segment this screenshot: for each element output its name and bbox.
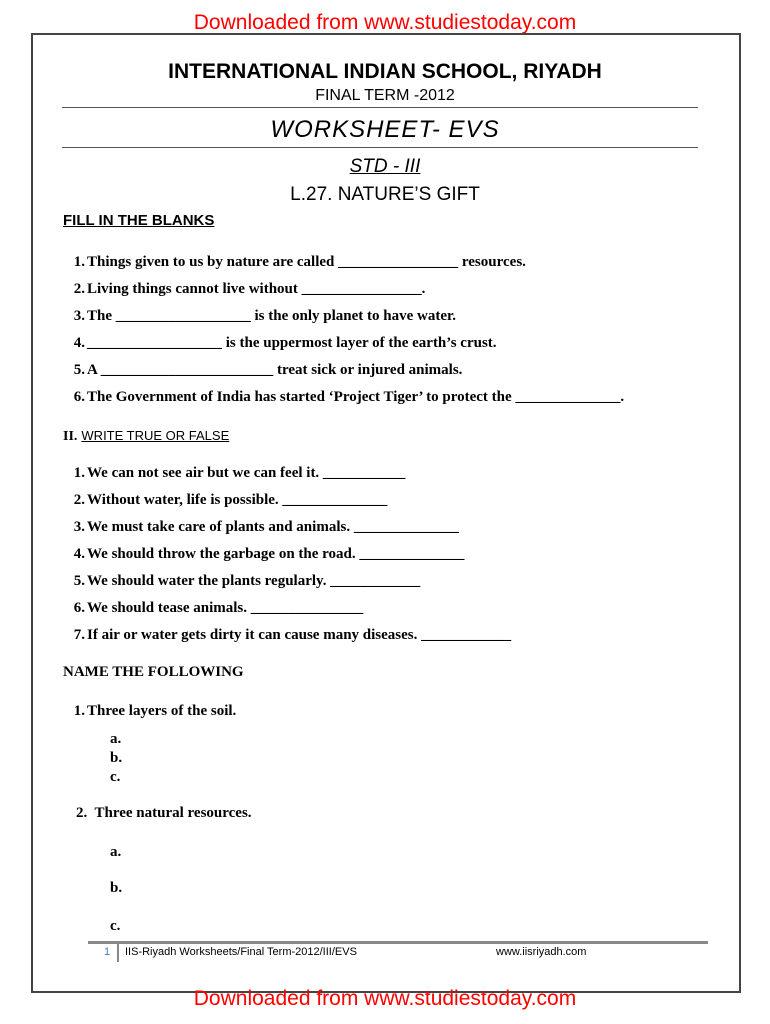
answer-option: b. [110, 880, 123, 896]
list-item: 5. We should water the plants regularly. ____________ [73, 573, 421, 589]
worksheet-title: WORKSHEET- EVS [270, 116, 500, 143]
header-divider-2 [62, 147, 698, 148]
list-item: 2. Without water, life is possible. ______________ [73, 492, 388, 508]
list-item: 5. A _______________________ treat sick or injured animals. [73, 362, 463, 378]
footer-website: www.iisriyadh.com [496, 946, 587, 958]
page-number: 1 [104, 946, 111, 958]
header-divider-1 [62, 107, 698, 108]
list-item: 3. We must take care of plants and animals. ______________ [73, 519, 459, 535]
watermark-top: Downloaded from www.studiestoday.com [193, 11, 577, 34]
section-fill-blanks-title: FILL IN THE BLANKS [63, 212, 215, 229]
section-true-false-title: II. WRITE TRUE OR FALSE [63, 428, 230, 444]
list-item: 3. The __________________ is the only planet to have water. [73, 308, 457, 324]
std-label: STD - III [349, 156, 421, 177]
footer-doc-info: IIS-Riyadh Worksheets/Final Term-2012/III/EVS [125, 946, 357, 958]
answer-option: c. [110, 769, 121, 785]
list-item: 6. We should tease animals. _______________ [73, 600, 364, 616]
list-item: 7. If air or water gets dirty it can cause many diseases. ____________ [73, 627, 512, 643]
footer-rule [88, 941, 708, 944]
list-item: 1. Things given to us by nature are called ________________ resources. [73, 254, 526, 270]
list-item: 1. We can not see air but we can feel it. ___________ [73, 465, 406, 481]
section-name-following-title: NAME THE FOLLOWING [63, 664, 244, 680]
school-name: INTERNATIONAL INDIAN SCHOOL, RIYADH [168, 60, 602, 83]
answer-option: a. [110, 844, 122, 860]
list-item: 4. We should throw the garbage on the road. ______________ [73, 546, 465, 562]
watermark-bottom: Downloaded from www.studiestoday.com [193, 987, 577, 1010]
list-item: 4. __________________ is the uppermost layer of the earth’s crust. [73, 335, 497, 351]
footer-separator [117, 944, 119, 962]
answer-option: c. [110, 918, 121, 934]
term-title: FINAL TERM -2012 [315, 87, 455, 104]
answer-option: a. [110, 731, 122, 747]
question-soil-layers: 1. Three layers of the soil. [73, 703, 237, 719]
question-natural-resources: 2. Three natural resources. [76, 805, 252, 821]
list-item: 2. Living things cannot live without ________________. [73, 281, 426, 297]
answer-option: b. [110, 750, 123, 766]
lesson-title: L.27. NATURE’S GIFT [290, 184, 480, 205]
list-item: 6. The Government of India has started ‘Project Tiger’ to protect the ______________. [73, 389, 625, 405]
